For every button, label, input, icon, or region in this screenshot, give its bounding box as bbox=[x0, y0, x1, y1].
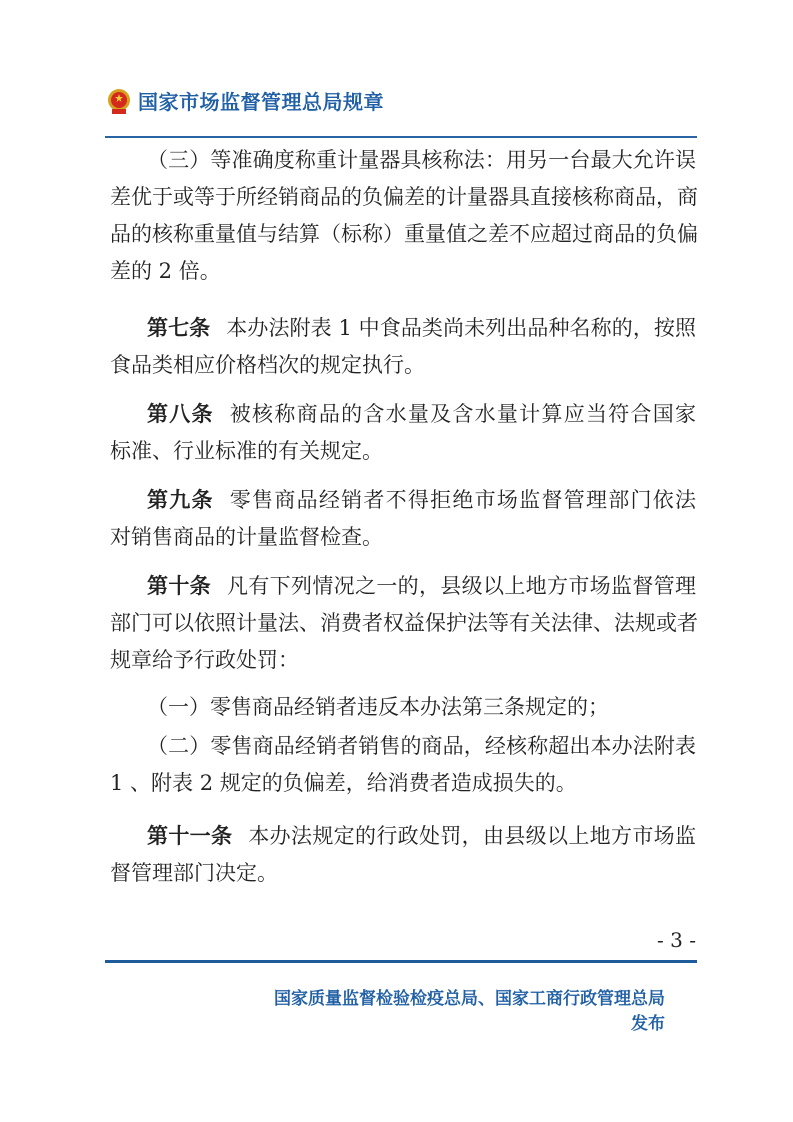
text-line: 对销售商品的计量监督检查。 bbox=[110, 525, 383, 549]
page-number: - 3 - bbox=[657, 928, 696, 952]
header-title: 国家市场监督管理总局规章 bbox=[138, 90, 384, 114]
article-line: 第九条 零售商品经销者不得拒绝市场监督管理部门依法 bbox=[147, 488, 697, 512]
text-line: （二）零售商品经销者销售的商品，经核称超出本办法附表 bbox=[147, 734, 696, 758]
text-line: 食品类相应价格档次的规定执行。 bbox=[110, 353, 425, 377]
header-divider bbox=[105, 136, 697, 138]
text-line: （一）零售商品经销者违反本办法第三条规定的； bbox=[147, 695, 609, 719]
text-line: 部门可以依照计量法、消费者权益保护法等有关法律、法规或者 bbox=[110, 611, 698, 635]
text-line: 督管理部门决定。 bbox=[110, 861, 278, 885]
article-line: 第八条 被核称商品的含水量及含水量计算应当符合国家 bbox=[147, 402, 697, 426]
text-line: 差优于或等于所经销商品的负偏差的计量器具直接核称商品，商 bbox=[110, 185, 698, 209]
article-line: 第七条 本办法附表 1 中食品类尚未列出品种名称的，按照 bbox=[147, 316, 696, 340]
text-line: （三）等准确度称重计量器具核称法：用另一台最大允许误 bbox=[147, 148, 696, 172]
article-label: 第十一条 bbox=[147, 824, 233, 848]
article-label: 第七条 bbox=[147, 316, 211, 340]
text-line: 品的核称重量值与结算（标称）重量值之差不应超过商品的负偏 bbox=[110, 222, 698, 246]
text-line: 标准、行业标准的有关规定。 bbox=[110, 439, 383, 463]
text-line: 规章给予行政处罚： bbox=[110, 648, 299, 672]
footer-publisher: 国家质量监督检验检疫总局、国家工商行政管理总局 bbox=[274, 989, 665, 1009]
article-label: 第九条 bbox=[147, 488, 214, 512]
article-label: 第八条 bbox=[147, 402, 214, 426]
national-emblem-icon bbox=[106, 88, 132, 116]
text-line: 1 、附表 2 规定的负偏差，给消费者造成损失的。 bbox=[110, 771, 577, 795]
footer-divider bbox=[105, 960, 697, 963]
footer-publish-label: 发布 bbox=[631, 1014, 665, 1034]
article-label: 第十条 bbox=[147, 574, 211, 598]
text-line: 差的 2 倍。 bbox=[110, 259, 221, 283]
article-line: 第十条 凡有下列情况之一的，县级以上地方市场监督管理 bbox=[147, 574, 696, 598]
article-line: 第十一条 本办法规定的行政处罚，由县级以上地方市场监 bbox=[147, 824, 697, 848]
